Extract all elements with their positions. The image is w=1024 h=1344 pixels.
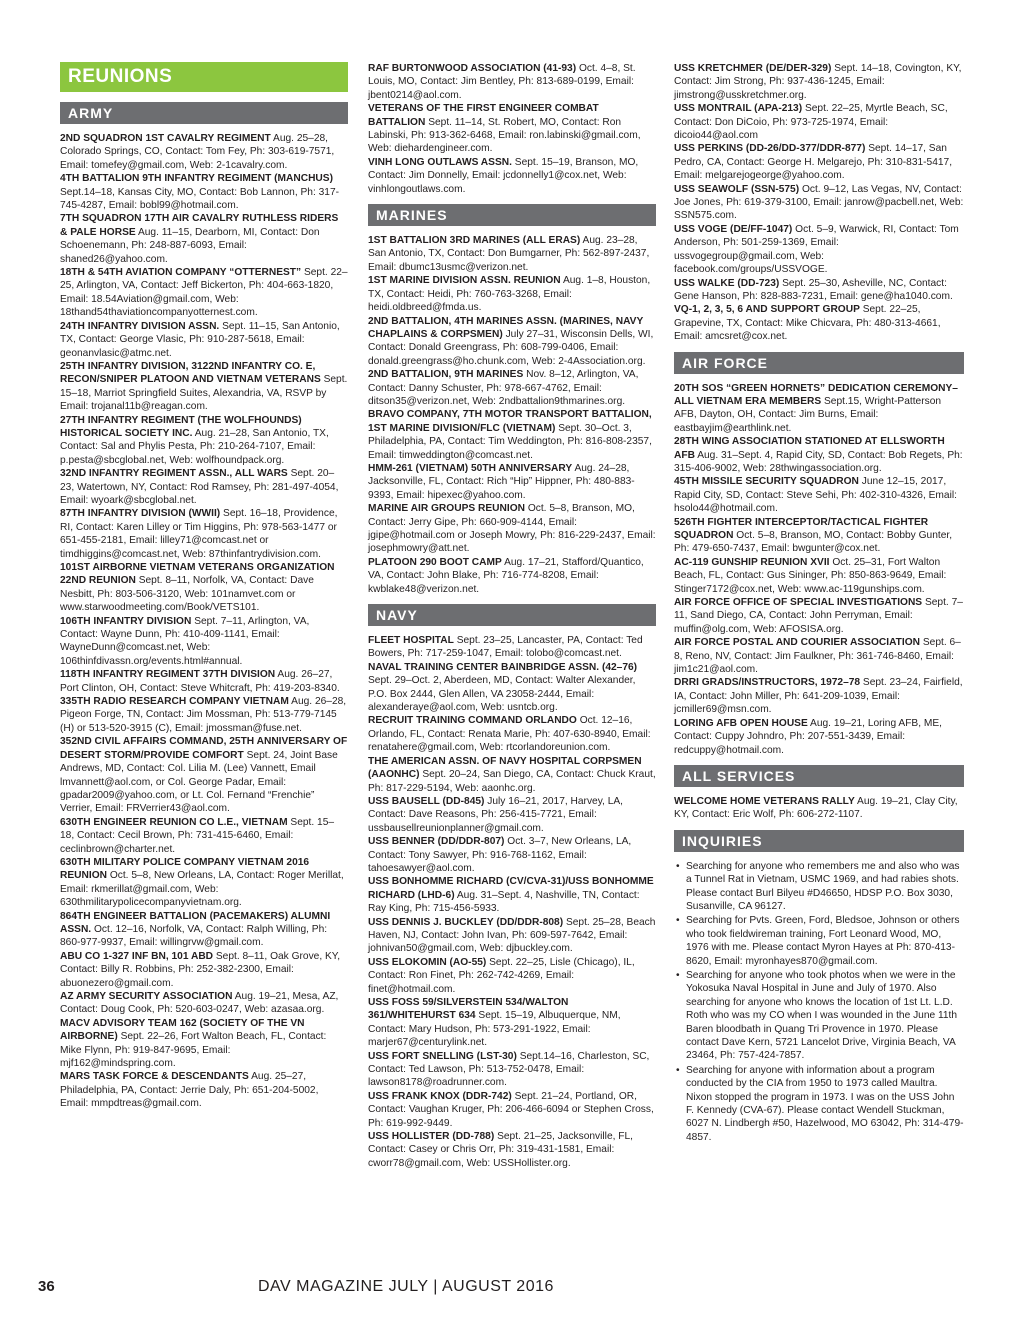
reunion-details: Sept. 22–25, Arlington, VA, Contact: Jeff Bickerton, Ph: 404-663-1820, Email: 18.54Aviation@gmail.com, Web: 18thand54thaviationcompanyotternest.com. bbox=[60, 267, 348, 319]
reunion-details: Oct. 12–16, Orlando, FL, Contact: Renata Marie, Ph: 407-630-8940, Email: renatahere@gmail.com, Web: rtcorlandoreunion.com. bbox=[368, 715, 651, 754]
reunion-entry bbox=[368, 835, 656, 875]
reunion-name: USS FOSS 59/SILVERSTEIN 534/WALTON 361/WHITEHURST 634 bbox=[368, 997, 569, 1022]
reunion-name: AZ ARMY SECURITY ASSOCIATION bbox=[60, 991, 233, 1002]
reunion-details: Sept. 29–Oct. 2, Aberdeen, MD, Contact: Walter Alexander, P.O. Box 2444, Glen Allen, VA 23058-2444, Email: alexanderaye@aol.com, Web: usntcb.org. bbox=[368, 675, 636, 714]
air-force-entries bbox=[674, 382, 964, 757]
reunion-entry bbox=[368, 875, 656, 915]
reunion-entry bbox=[674, 102, 964, 142]
reunion-details: Aug. 23–28, San Antonio, TX, Contact: Don Bumgarner, Ph: 562-897-2437, Email: dbumc13usmc@verizon.net. bbox=[368, 235, 650, 273]
all-services-entries bbox=[674, 795, 964, 822]
reunion-name: 25TH INFANTRY DIVISION, 3122ND INFANTRY CO. E, RECON/SNIPER PLATOON AND VIETNAM VETERANS bbox=[60, 360, 321, 386]
reunion-entry bbox=[674, 795, 964, 822]
reunion-name: 630TH ENGINEER REUNION CO L.E., VIETNAM bbox=[60, 816, 288, 828]
reunion-entry bbox=[60, 910, 348, 950]
reunion-name: 1ST BATTALION 3RD MARINES (ALL ERAS) bbox=[368, 235, 581, 247]
inquiry-item: • Searching for anyone who took photos when we were in the Yokosuka Naval Hospital in June and July of 1970. Also searching for anyone who knows the location of 1st Lt. L.D. Roth who was my CO when I was wounded in the June 11th Baren bloodbath in Quang Tri Provence in 1970. Please contact Dave Kern, 5721 Lancelot Drive, Virginia Beach, VA 23464, Ph: 757-424-7857. bbox=[674, 969, 964, 1063]
reunion-entry bbox=[368, 661, 656, 715]
reunion-name: BRAVO COMPANY, 7TH MOTOR TRANSPORT BATTALION, 1ST MARINE DIVISION/FLC (VIETNAM) bbox=[368, 409, 652, 434]
reunion-entry bbox=[368, 408, 656, 462]
section-title-inquiries: INQUIRIES bbox=[674, 830, 964, 852]
reunion-details: Sept. 15–19, Branson, MO, Contact: Jim Donnelly, Email: jcdonnelly1@cox.net, Web: vinhlongoutlaws.com. bbox=[368, 156, 639, 195]
reunion-entry bbox=[368, 462, 656, 502]
reunion-entry bbox=[60, 950, 348, 990]
reunion-entry bbox=[60, 695, 348, 735]
reunion-details: Sept. 15–18, Contact: Cecil Brown, Ph: 731-415-6460, Email: ceclinbrown@charter.net. bbox=[60, 816, 335, 855]
page-number: 36 bbox=[38, 1278, 55, 1295]
inquiry-item: • Searching for anyone with information about a program conducted by the CIA from 1950 to 1973 called Maultra. Nixon stopped the program in 1973. I was on the USS John F. Kennedy (CVA-67). Please contact Wendell Stuckman, 6027 N. Lindbergh #50, Hazelwood, MO 63042, Ph: 314-479-4857. bbox=[674, 1064, 964, 1144]
reunion-details: Aug. 19–21, Mesa, AZ, Contact: Doug Cook, Ph: 520-603-0247, Web: azasaa.org. bbox=[60, 991, 339, 1016]
reunion-name: USS MONTRAIL (APA-213) bbox=[674, 103, 803, 115]
reunion-name: 2ND SQUADRON 1ST CAVALRY REGIMENT bbox=[60, 133, 271, 144]
reunion-entry bbox=[60, 1017, 348, 1071]
section-title-marines: MARINES bbox=[368, 204, 656, 226]
reunion-details: Sept.15, Wright-Patterson AFB, Dayton, OH, Contact: Jim Burns, Email: eastbayjim@earthlink.net. bbox=[674, 395, 942, 434]
reunion-details: Aug. 19–21, Loring AFB, ME, Contact: Cuppy Johndro, Ph: 207-551-3439, Email: redcuppy@hotmail.com. bbox=[674, 717, 942, 756]
reunion-details: Aug. 19–21, Clay City, KY, Contact: Eric Wolf, Ph: 606-272-1107. bbox=[674, 795, 958, 821]
reunion-name: USS SEAWOLF (SSN-575) bbox=[674, 183, 800, 195]
reunion-details: Sept. 15–18, Marriot Springfield Suites, Alexandria, VA, RSVP by Email: trojanal11b@reagan.com. bbox=[60, 374, 348, 413]
reunion-name: USS BAUSELL (DD-845) bbox=[368, 795, 485, 807]
reunion-details: Sept. 7–11, Arlington, VA, Contact: Wayne Dunn, Ph: 410-409-1141, Email: WayneDunn@comcast.net, Web: 106thinfdivassn.org/events.html#annual. bbox=[60, 615, 310, 667]
reunion-entry bbox=[60, 414, 348, 468]
reunion-name: 28TH WING ASSOCIATION STATIONED AT ELLSWORTH AFB bbox=[674, 436, 945, 461]
reunion-name: HMM-261 (VIETNAM) 50TH ANNIVERSARY bbox=[368, 462, 573, 474]
inquiry-item: • Searching for Pvts. Green, Ford, Bledsoe, Johnson or others who took fieldwireman training, Fort Leonard Wood, MO, 1976 with me. Please contact Myron Hayes at Ph: 870-413-8620, Email: myronhayes870@gmail.com. bbox=[674, 914, 964, 968]
reunion-entry bbox=[674, 277, 964, 304]
reunion-entry bbox=[674, 142, 964, 182]
reunion-details: Aug. 25–28, Colorado Springs, CO, Contact: Tom Fey, Ph: 303-619-7571, Email: tomefey@gmail.com, Web: 2-1cavalry.com. bbox=[60, 133, 335, 171]
reunion-name: 27TH INFANTRY REGIMENT (THE WOLFHOUNDS) HISTORICAL SOCIETY INC. bbox=[60, 414, 302, 439]
reunion-name: 4TH BATTALION 9TH INFANTRY REGIMENT (MANCHUS) bbox=[60, 173, 333, 185]
reunion-name: 20TH SOS “GREEN HORNETS” DEDICATION CEREMONY–ALL VIETNAM ERA MEMBERS bbox=[674, 382, 958, 407]
reunion-name: USS DENNIS J. BUCKLEY (DD/DDR-808) bbox=[368, 916, 564, 928]
reunion-details: Oct. 3–7, New Orleans, LA, Contact: Tony Sawyer, Ph: 916-768-1162, Email: tahoesawyer@aol.com. bbox=[368, 836, 632, 874]
reunion-name: 864TH ENGINEER BATTALION (PACEMAKERS) ALUMNI ASSN. bbox=[60, 910, 331, 935]
reunion-details: Sept. 11–15, San Antonio, TX, Contact: George Vlasic, Ph: 910-287-5618, Email: geonanvlasic@atmc.net. bbox=[60, 320, 340, 359]
reunion-details: Sept. 15–19, Albuquerque, NM, Contact: Mary Hudson, Ph: 573-291-1922, Email: marjer67@centurylink.net. bbox=[368, 1010, 621, 1049]
reunion-name: AIR FORCE POSTAL AND COURIER ASSOCIATION bbox=[674, 637, 921, 649]
reunion-details: Sept.14–18, Kansas City, MO, Contact: Bob Lannon, Ph: 317-745-4287, Email: bobl99@hotmail.com. bbox=[60, 186, 340, 212]
reunion-name: 18TH & 54TH AVIATION COMPANY “OTTERNEST” bbox=[60, 267, 302, 279]
reunion-details: Sept. 25–30, Asheville, NC, Contact: Gene Hanson, Ph: 828-883-7231, Email: gene@ha1040.com. bbox=[674, 277, 953, 302]
reunion-entry bbox=[60, 212, 348, 266]
reunion-name: USS BENNER (DD/DDR-807) bbox=[368, 836, 505, 848]
column-right bbox=[674, 62, 964, 1152]
section-title-army: ARMY bbox=[60, 102, 348, 124]
reunion-name: 352ND CIVIL AFFAIRS COMMAND, 25TH ANNIVERSARY OF DESERT STORM/PROVIDE COMFORT bbox=[60, 736, 348, 761]
reunion-entry bbox=[368, 1050, 656, 1090]
reunion-entry bbox=[674, 382, 964, 436]
reunion-name: AC-119 GUNSHIP REUNION XVII bbox=[674, 556, 830, 568]
reunion-name: FLEET HOSPITAL bbox=[368, 635, 454, 647]
reunion-entry bbox=[368, 368, 656, 408]
reunion-details: Sept. 20–23, Watertown, NY, Contact: Rod Ramsey, Ph: 281-497-4054, Email: wyoark@sbcglobal.net. bbox=[60, 468, 339, 506]
section-navy-continued bbox=[674, 62, 964, 344]
reunion-details: Sept. 8–11, Oak Grove, KY, Contact: Billy R. Robbins, Ph: 252-382-2300, Email: abuonezero@gmail.com. bbox=[60, 950, 341, 989]
reunion-details: Aug. 21–28, San Antonio, TX, Contact: Sal and Phylis Pesta, Ph: 210-264-7107, Email: p.pesta@sbcglobal.net, Web: wolfhoundpack.org. bbox=[60, 427, 329, 466]
reunion-details: Sept. 20–24, San Diego, CA, Contact: Chuck Kraut, Ph: 817-229-5194, Web: aaonhc.org. bbox=[368, 769, 656, 794]
reunions-heading: REUNIONS bbox=[60, 62, 348, 92]
reunion-entry bbox=[60, 172, 348, 212]
reunion-name: 118TH INFANTRY REGIMENT 37TH DIVISION bbox=[60, 669, 276, 681]
reunion-entry bbox=[674, 717, 964, 757]
reunion-entry bbox=[368, 62, 656, 102]
reunion-name: PLATOON 290 BOOT CAMP bbox=[368, 556, 502, 568]
reunion-details: Sept. 23–25, Lancaster, PA, Contact: Ted Bowers, Ph: 717-259-1047, Email: tolobo@comcast.net. bbox=[368, 635, 643, 660]
reunion-entry bbox=[60, 467, 348, 507]
reunion-entry bbox=[368, 315, 656, 369]
reunion-entry bbox=[60, 1070, 348, 1110]
reunion-name: USS KRETCHMER (DE/DER-329) bbox=[674, 63, 832, 74]
reunion-entry bbox=[60, 507, 348, 561]
reunion-name: USS PERKINS (DD-26/DD-377/DDR-877) bbox=[674, 143, 866, 155]
reunion-entry bbox=[674, 435, 964, 475]
reunion-entry bbox=[60, 668, 348, 695]
inquiry-item: • Searching for anyone who remembers me and also who was a Tunnel Rat in Vietnam, USMC 1969, and had rabies shots. Please contact Burl Bilyeu #D46650, HDSP P.O. Box 3030, Susanville, CA 96127. bbox=[674, 860, 964, 914]
reunion-details: Aug. 31–Sept. 4, Rapid City, SD, Contact: Bob Regets, Ph: 315-406-9002, Web: 28thwingassociation.org. bbox=[674, 449, 963, 474]
reunion-entry bbox=[674, 676, 964, 716]
reunion-name: 32ND INFANTRY REGIMENT ASSN., ALL WARS bbox=[60, 468, 288, 480]
reunion-entry bbox=[60, 360, 348, 414]
reunion-entry bbox=[60, 816, 348, 856]
reunion-details: Oct. 5–8, Branson, MO, Contact: Bobby Gunter, Ph: 479-650-7437, Email: bwgunter@cox.net. bbox=[674, 530, 953, 555]
marines-entries bbox=[368, 234, 656, 596]
reunion-entry bbox=[674, 223, 964, 277]
reunion-details: July 16–21, 2017, Harvey, LA, Contact: Dave Reasons, Ph: 256-415-7721, Email: ussbausellreunionplanner@gmail.com. bbox=[368, 795, 623, 834]
reunion-entry bbox=[674, 556, 964, 596]
reunion-name: 526TH FIGHTER INTERCEPTOR/TACTICAL FIGHTER SQUADRON bbox=[674, 516, 929, 541]
reunion-details: Aug. 31–Sept. 4, Nashville, TN, Contact: Ray King, Ph: 715-456-5933. bbox=[368, 889, 640, 915]
reunion-details: Oct. 12–16, Norfolk, VA, Contact: Ralph Willing, Ph: 860-977-9937, Email: willingrvw@gmail.com. bbox=[60, 923, 328, 949]
reunion-entry bbox=[674, 596, 964, 636]
reunion-details: Sept. 22–25, Grapevine, TX, Contact: Mike Chicvara, Ph: 480-313-4661, Email: amcsret@cox.net. bbox=[674, 304, 941, 343]
reunion-entry bbox=[60, 615, 348, 669]
reunion-name: MACV ADVISORY TEAM 162 (SOCIETY OF THE VN AIRBORNE) bbox=[60, 1017, 305, 1043]
reunion-name: 106TH INFANTRY DIVISION bbox=[60, 615, 192, 627]
reunion-name: 1ST MARINE DIVISION ASSN. REUNION bbox=[368, 275, 561, 287]
reunion-details: Aug. 24–28, Jacksonville, FL, Contact: Rich “Hip” Hippner, Ph: 480-883-9393, Email: hipexec@yahoo.com. bbox=[368, 462, 635, 501]
section-title-air-force: AIR FORCE bbox=[674, 352, 964, 374]
reunion-name: 2ND BATTALION, 4TH MARINES ASSN. (MARINES, NAVY CHAPLAINS & CORPSMEN) bbox=[368, 315, 644, 340]
reunion-details: Oct. 5–8, Branson, MO, Contact: Jerry Gipe, Ph: 660-909-4144, Email: jgipe@hotmail.com or Joseph Mowry, Ph: 816-229-2437, Email: josephmowry@att.net. bbox=[368, 503, 656, 555]
inquiries-list bbox=[674, 860, 964, 1145]
reunion-details: Oct. 5–9, Warwick, RI, Contact: Tom Anderson, Ph: 501-259-1369, Email: ussvogegroup@gmail.com, Web: facebook.com/groups/USSVOGE. bbox=[674, 223, 959, 276]
reunion-details: Aug. 26–27, Port Clinton, OH, Contact: Steve Whitcraft, Ph: 419-203-8340. bbox=[60, 669, 340, 694]
reunion-name: 335TH RADIO RESEARCH COMPANY VIETNAM bbox=[60, 696, 289, 708]
reunion-name: 101ST AIRBORNE VIETNAM VETERANS ORGANIZATION 22ND REUNION bbox=[60, 562, 335, 587]
reunion-entry bbox=[60, 561, 348, 615]
section-title-navy: NAVY bbox=[368, 604, 656, 626]
reunion-details: Sept. 22–26, Fort Walton Beach, FL, Contact: Mike Flynn, Ph: 919-847-9695, Email: mjf162@mindspring.com. bbox=[60, 1031, 327, 1070]
reunion-name: THE AMERICAN ASSN. OF NAVY HOSPITAL CORPSMEN (AAONHC) bbox=[368, 755, 642, 781]
reunion-entry bbox=[368, 996, 656, 1050]
page-footer bbox=[38, 1278, 638, 1302]
reunion-entry bbox=[60, 320, 348, 360]
reunion-details: June 12–15, 2017, Rapid City, SD, Contact: Steve Sehi, Ph: 402-310-4326, Email: hsolo44@hotmail.com. bbox=[674, 476, 957, 515]
reunion-details: Sept. 16–18, Providence, RI, Contact: Karen Lilley or Tim Higgins, Ph: 978-563-1477 or 651-455-2181, Email: lilley71@comcast.net or timdhiggins@comcast.net, Web: 87thinfantrydivision.com. bbox=[60, 508, 338, 560]
reunion-details: Oct. 5–8, New Orleans, LA, Contact: Roger Merillat, Email: rkmerillat@gmail.com, Web: 630thmilitarypolicecompanyvietnam.org. bbox=[60, 870, 344, 909]
reunion-entry bbox=[368, 1090, 656, 1130]
reunion-name: 45TH MISSILE SECURITY SQUADRON bbox=[674, 476, 859, 488]
reunion-name: USS BONHOMME RICHARD (CV/CVA-31)/USS BONHOMME RICHARD (LHD-6) bbox=[368, 876, 654, 901]
section-air-force bbox=[674, 352, 964, 757]
reunion-details: Sept. 24, Joint Base Andrews, MD, Contact: Col. Lilia M. (Lee) Vannett, Email lmvannett@aol.com, or Col. George Padar, Email: gpadar2009@yahoo.com, or Lt. Col. Fernand “Frenchie” Verrier, Email: FRVerrier43@aol.com. bbox=[60, 749, 338, 815]
reunion-entry bbox=[674, 62, 964, 102]
reunion-name: ABU CO 1-327 INF BN, 101 ABD bbox=[60, 950, 214, 962]
reunion-details: Sept. 22–25, Lisle (Chicago), IL, Contact: Ron Finet, Ph: 262-742-4269, Email: finet@hotmail.com. bbox=[368, 956, 635, 995]
reunion-name: USS HOLLISTER (DD-788) bbox=[368, 1131, 495, 1143]
reunion-entry bbox=[368, 795, 656, 835]
section-all-services bbox=[674, 765, 964, 822]
reunion-name: 2ND BATTALION, 9TH MARINES bbox=[368, 369, 524, 381]
reunion-name: 24TH INFANTRY DIVISION ASSN. bbox=[60, 320, 220, 332]
reunion-details: Sept. 6–8, Reno, NV, Contact: Jim Faulkner, Ph: 361-746-8460, Email: jim1c21@aol.com. bbox=[674, 637, 961, 676]
section-army bbox=[60, 102, 348, 1111]
reunion-name: USS WALKE (DD-723) bbox=[674, 277, 780, 289]
reunion-details: Sept. 7–11, Sand Diego, CA, Contact: John Perryman, Email: muffin@olg.com, Web: AFOSISA.org. bbox=[674, 597, 963, 635]
reunion-name: 630TH MILITARY POLICE COMPANY VIETNAM 2016 REUNION bbox=[60, 856, 310, 882]
reunion-name: USS VOGE (DE/FF-1047) bbox=[674, 223, 793, 235]
reunion-details: Oct. 25–31, Fort Walton Beach, FL, Contact: Gus Sininger, Ph: 850-863-9649, Email: Stinger7172@cox.net, Web: www.ac-119gunships.com. bbox=[674, 556, 947, 595]
section-marines bbox=[368, 204, 656, 596]
reunion-details: Aug. 26–28, Pigeon Forge, TN, Contact: Jim Mossman, Ph: 513-779-7145 (H) or 513-520-3915 (C), Email: jmossman@fuse.net. bbox=[60, 696, 347, 734]
reunion-entry bbox=[368, 956, 656, 996]
reunion-details: Sept. 8–11, Norfolk, VA, Contact: Dave Nesbitt, Ph: 803-506-3120, Web: 101namvet.com or www.starwoodmeeting.com/Book/VETS101. bbox=[60, 575, 314, 614]
column-middle bbox=[368, 62, 656, 1178]
reunion-details: Sept. 21–25, Jacksonville, FL, Contact: Casey or Chris Orr, Ph: 319-431-1581, Email: cworr78@gmail.com, Web: USSHollister.org. bbox=[368, 1131, 633, 1169]
reunion-entry bbox=[368, 755, 656, 795]
reunion-entry bbox=[60, 266, 348, 320]
reunion-name: AIR FORCE OFFICE OF SPECIAL INVESTIGATIONS bbox=[674, 597, 923, 609]
navy-entries bbox=[368, 634, 656, 1170]
reunion-name: WELCOME HOME VETERANS RALLY bbox=[674, 795, 855, 807]
reunion-details: Oct. 9–12, Las Vegas, NV, Contact: Joe Jones, Ph: 619-379-3100, Email: janrow@pacbell.net, Web: SSN575.com. bbox=[674, 183, 964, 222]
reunion-name: NAVAL TRAINING CENTER BAINBRIDGE ASSN. (42–76) bbox=[368, 661, 638, 673]
reunion-details: Aug. 17–21, Stafford/Quantico, VA, Contact: John Blake, Ph: 716-774-8208, Email: kwblake48@verizon.net. bbox=[368, 556, 644, 595]
reunion-details: Sept. 14–17, San Pedro, CA, Contact: George H. Melgarejo, Ph: 310-831-5417, Email: melgarejogeorge@yahoo.com. bbox=[674, 143, 953, 182]
reunion-name: MARINE AIR GROUPS REUNION bbox=[368, 503, 525, 515]
section-army-continued bbox=[368, 62, 656, 196]
reunion-entry bbox=[60, 990, 348, 1017]
reunion-name: VQ-1, 2, 3, 5, 6 AND SUPPORT GROUP bbox=[674, 304, 860, 316]
reunion-name: USS FRANK KNOX (DDR-742) bbox=[368, 1090, 512, 1102]
reunion-entry bbox=[60, 735, 348, 815]
reunion-name: 87TH INFANTRY DIVISION (WWII) bbox=[60, 508, 221, 520]
reunion-name: MARS TASK FORCE & DESCENDANTS bbox=[60, 1071, 249, 1083]
reunion-details: Sept. 22–25, Myrtle Beach, SC, Contact: Don DiCoio, Ph: 973-725-1974, Email: dicoio44@aol.com bbox=[674, 103, 948, 142]
reunion-name: LORING AFB OPEN HOUSE bbox=[674, 717, 808, 729]
reunion-entry bbox=[674, 303, 964, 343]
reunion-name: 7TH SQUADRON 17TH AIR CAVALRY RUTHLESS RIDERS & PALE HORSE bbox=[60, 213, 339, 238]
reunion-entry bbox=[368, 502, 656, 556]
reunion-entry bbox=[368, 556, 656, 596]
reunion-details: Oct. 4–8, St. Louis, MO, Contact: Jim Bentley, Ph: 813-689-0199, Email: jbent0214@aol.com. bbox=[368, 63, 636, 101]
reunion-entry bbox=[368, 1130, 656, 1170]
reunion-entry bbox=[60, 856, 348, 910]
navy-continued-entries bbox=[674, 62, 964, 344]
section-title-all-services: ALL SERVICES bbox=[674, 765, 964, 787]
reunion-entry bbox=[674, 183, 964, 223]
reunion-details: Aug. 11–15, Dearborn, MI, Contact: Don Schoenemann, Ph: 248-887-6093, Email: shaned26@yahoo.com. bbox=[60, 226, 320, 265]
reunion-entry bbox=[674, 636, 964, 676]
reunion-details: Sept. 25–28, Beach Haven, NJ, Contact: John Ivan, Ph: 609-597-7642, Email: johnivan50@gmail.com, Web: djbuckley.com. bbox=[368, 916, 656, 955]
reunion-entry bbox=[674, 516, 964, 556]
reunion-name: VINH LONG OUTLAWS ASSN. bbox=[368, 156, 512, 168]
reunion-name: VETERANS OF THE FIRST ENGINEER COMBAT BATTALION bbox=[368, 103, 599, 128]
publication-title: DAV MAGAZINE JULY | AUGUST 2016 bbox=[258, 1278, 554, 1295]
reunion-details: July 27–31, Wisconsin Dells, WI, Contact: Donald Greengrass, Ph: 608-799-0406, Email: donald.greengrass@ho.chunk.com, Web: 2-4Association.org. bbox=[368, 328, 654, 367]
reunion-entry bbox=[368, 156, 656, 196]
reunion-details: Sept. 11–14, St. Robert, MO, Contact: Ron Labinski, Ph: 913-362-6468, Email: ron.labinski@gmail.com, Web: diehardengineer.com. bbox=[368, 116, 641, 155]
reunion-details: Sept.14–16, Charleston, SC, Contact: Ted Lawson, Ph: 513-752-0478, Email: lawson8178@roadrunner.com. bbox=[368, 1050, 650, 1089]
reunion-name: DRRI GRADS/INSTRUCTORS, 1972–78 bbox=[674, 677, 861, 689]
reunion-entry bbox=[674, 475, 964, 515]
reunion-entry bbox=[368, 102, 656, 156]
reunion-details: Sept. 23–24, Fairfield, IA, Contact: John Miller, Ph: 641-209-1039, Email: jcmiller69@msn.com. bbox=[674, 677, 963, 716]
reunion-details: Nov. 8–12, Arlington, VA, Contact: Danny Schuster, Ph: 978-667-4762, Email: ditson35@verizon.net, Web: 2ndbattalion9thmarines.org. bbox=[368, 369, 639, 407]
reunion-details: Aug. 25–27, Philadelphia, PA, Contact: Jerrie Daly, Ph: 651-204-5002, Email: mmpdtreas@gmail.com. bbox=[60, 1071, 319, 1110]
reunion-details: Aug. 1–8, Houston, TX, Contact: Heidi, Ph: 760-763-3268, Email: heidi.oldbreed@fmda.us. bbox=[368, 275, 651, 314]
reunion-name: RAF BURTONWOOD ASSOCIATION (41-93) bbox=[368, 63, 577, 74]
section-navy bbox=[368, 604, 656, 1170]
reunion-details: Sept. 30–Oct. 3, Philadelphia, PA, Contact: Tim Weddington, Ph: 816-808-2357, Email: timweddington@comcast.net. bbox=[368, 422, 652, 461]
reunion-entry bbox=[368, 234, 656, 274]
reunion-name: USS ELOKOMIN (AO-55) bbox=[368, 956, 487, 968]
reunion-name: RECRUIT TRAINING COMMAND ORLANDO bbox=[368, 715, 577, 727]
army-continued-entries bbox=[368, 62, 656, 196]
reunion-entry bbox=[368, 634, 656, 661]
reunion-entry bbox=[368, 714, 656, 754]
reunion-entry bbox=[368, 916, 656, 956]
reunion-details: Sept. 21–24, Portland, OR, Contact: Vaughan Kruger, Ph: 206-466-6094 or Stephen Cross, Ph: 619-992-9449. bbox=[368, 1090, 654, 1129]
reunion-details: Sept. 14–18, Covington, KY, Contact: Jim Strong, Ph: 937-436-1245, Email: jimstrong@usskretchmer.org. bbox=[674, 63, 962, 101]
army-entries bbox=[60, 132, 348, 1111]
column-left bbox=[60, 62, 348, 1119]
section-inquiries bbox=[674, 830, 964, 1145]
reunion-name: USS FORT SNELLING (LST-30) bbox=[368, 1050, 517, 1062]
reunion-entry bbox=[60, 132, 348, 172]
reunion-entry bbox=[368, 274, 656, 314]
